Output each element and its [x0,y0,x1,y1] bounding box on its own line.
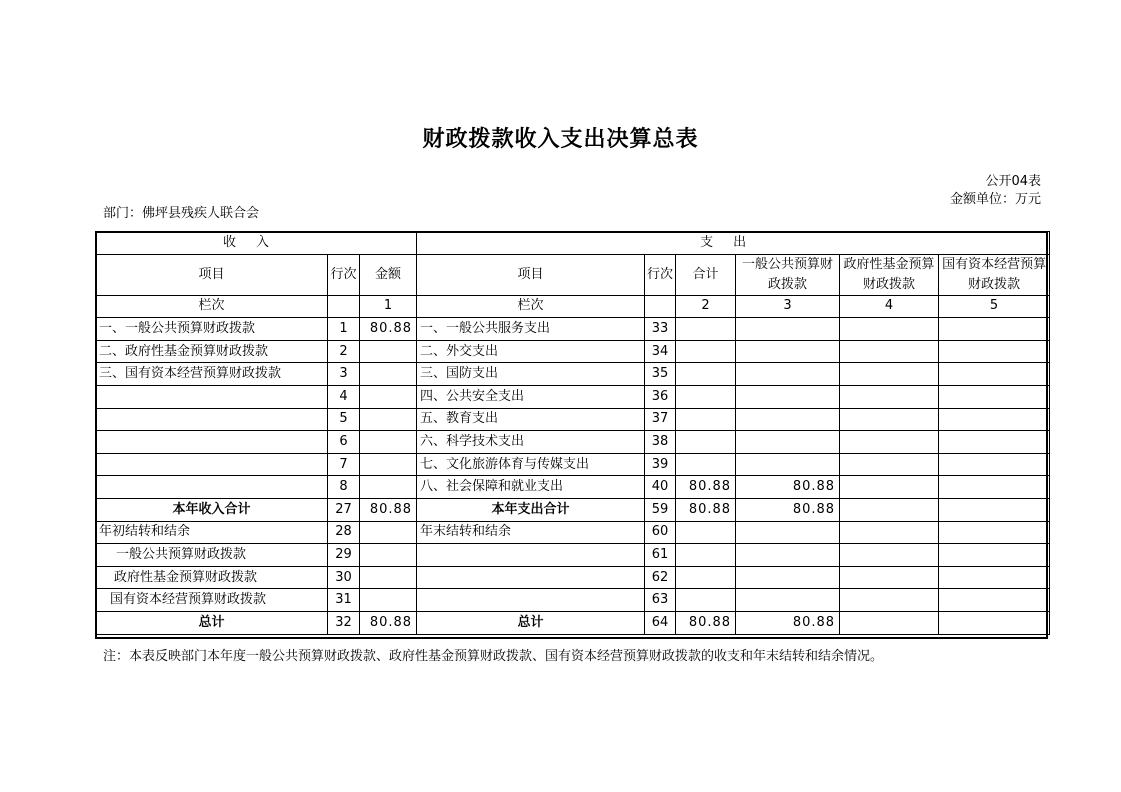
income-item-cell: 年初结转和结余 [96,521,328,544]
income-row-no-header: 行次 [328,254,360,295]
table-row [96,498,1050,521]
income-item-cell [96,385,328,408]
income-amount-cell: 80.88 [360,498,417,521]
expense-section-header: 支出 [417,232,1050,255]
expense-item-cell: 年末结转和结余 [417,521,645,544]
income-item-cell: 本年收入合计 [96,498,328,521]
gov-fund-cell [840,476,939,499]
state-capital-cell [939,431,1050,454]
general-budget-cell: 80.88 [736,611,840,634]
expense-row-no-cell: 37 [645,408,676,431]
expense-total-cell: 80.88 [676,611,736,634]
income-amount-cell [360,363,417,386]
gov-fund-cell [840,408,939,431]
expense-total-cell [676,340,736,363]
income-row-no-cell: 4 [328,385,360,408]
table-row [96,476,1050,499]
income-amount-cell [360,385,417,408]
general-budget-cell: 80.88 [736,498,840,521]
gov-fund-cell [840,498,939,521]
expense-item-cell [417,544,645,567]
col-index-2: 2 [676,295,736,318]
expense-total-cell [676,589,736,612]
state-capital-cell [939,611,1050,634]
general-budget-header: 一般公共预算财政拨款 [736,254,840,295]
income-amount-cell [360,589,417,612]
income-row-no-cell: 30 [328,566,360,589]
table-row [96,521,1050,544]
table-row [96,611,1050,634]
gov-fund-cell [840,340,939,363]
expense-row-no-header: 行次 [645,254,676,295]
expense-item-cell: 四、公共安全支出 [417,385,645,408]
expense-item-cell: 六、科学技术支出 [417,431,645,454]
state-capital-cell [939,408,1050,431]
general-budget-cell [736,453,840,476]
income-item-cell [96,408,328,431]
expense-total-cell [676,318,736,341]
table-row [96,363,1050,386]
department-label: 部门：佛坪县残疾人联合会 [103,206,260,221]
general-budget-cell [736,566,840,589]
expense-total-cell [676,544,736,567]
income-row-no-cell: 8 [328,476,360,499]
gov-fund-cell [840,431,939,454]
table-note: 注：本表反映部门本年度一般公共预算财政拨款、政府性基金预算财政拨款、国有资本经营预算财政拨款的收支和年末结转和结余情况。 [103,649,884,664]
income-amount-cell: 80.88 [360,318,417,341]
table-row [96,408,1050,431]
income-amount-cell [360,340,417,363]
col-index-3: 3 [736,295,840,318]
income-row-no-cell: 31 [328,589,360,612]
state-capital-cell [939,566,1050,589]
income-amount-cell [360,453,417,476]
table-row [96,566,1050,589]
gov-fund-cell [840,363,939,386]
income-item-cell: 总计 [96,611,328,634]
expense-item-cell: 二、外交支出 [417,340,645,363]
col-index-blank [328,295,360,318]
expense-row-no-cell: 38 [645,431,676,454]
expense-total-cell [676,521,736,544]
income-row-no-cell: 1 [328,318,360,341]
income-item-cell [96,453,328,476]
general-budget-cell [736,408,840,431]
general-budget-cell [736,385,840,408]
state-capital-header: 国有资本经营预算财政拨款 [939,254,1050,295]
income-item-cell: 三、国有资本经营预算财政拨款 [96,363,328,386]
expense-row-no-cell: 35 [645,363,676,386]
expense-row-no-cell: 64 [645,611,676,634]
expense-item-cell [417,589,645,612]
state-capital-cell [939,498,1050,521]
income-item-cell: 一、一般公共预算财政拨款 [96,318,328,341]
gov-fund-cell [840,453,939,476]
income-amount-cell [360,431,417,454]
income-amount-cell [360,544,417,567]
income-item-cell [96,476,328,499]
general-budget-cell [736,431,840,454]
expense-item-cell [417,566,645,589]
col-index-4: 4 [840,295,939,318]
section-header-row [96,232,1050,255]
general-budget-cell [736,318,840,341]
expense-item-cell: 三、国防支出 [417,363,645,386]
expense-total-cell [676,431,736,454]
expense-item-cell: 总计 [417,611,645,634]
table-row [96,589,1050,612]
income-row-no-cell: 6 [328,431,360,454]
state-capital-cell [939,589,1050,612]
general-budget-cell [736,521,840,544]
expense-total-cell [676,566,736,589]
general-budget-cell [736,340,840,363]
state-capital-cell [939,340,1050,363]
expense-item-cell: 七、文化旅游体育与传媒支出 [417,453,645,476]
income-row-no-cell: 29 [328,544,360,567]
table-row [96,318,1050,341]
expense-total-cell: 80.88 [676,498,736,521]
table-row [96,453,1050,476]
income-amount-cell [360,408,417,431]
table-row [96,385,1050,408]
expense-row-no-cell: 39 [645,453,676,476]
income-row-no-cell: 28 [328,521,360,544]
income-row-no-cell: 32 [328,611,360,634]
fiscal-summary-table [95,231,1050,635]
expense-row-no-cell: 59 [645,498,676,521]
page-title: 财政拨款收入支出决算总表 [422,126,699,152]
expense-total-cell [676,363,736,386]
income-row-no-cell: 2 [328,340,360,363]
expense-total-header: 合计 [676,254,736,295]
income-item-cell [96,431,328,454]
gov-fund-cell [840,611,939,634]
table-row [96,544,1050,567]
table-row [96,340,1050,363]
expense-item-cell: 八、社会保障和就业支出 [417,476,645,499]
gov-fund-cell [840,544,939,567]
general-budget-cell [736,363,840,386]
expense-row-no-cell: 40 [645,476,676,499]
income-item-cell: 二、政府性基金预算财政拨款 [96,340,328,363]
income-amount-cell: 80.88 [360,611,417,634]
state-capital-cell [939,318,1050,341]
gov-fund-header: 政府性基金预算财政拨款 [840,254,939,295]
expense-total-cell [676,453,736,476]
expense-total-cell: 80.88 [676,476,736,499]
income-amount-cell [360,476,417,499]
expense-row-no-cell: 34 [645,340,676,363]
state-capital-cell [939,521,1050,544]
column-index-row [96,295,1050,318]
col-index-1: 1 [360,295,417,318]
income-row-no-cell: 5 [328,408,360,431]
income-item-cell: 国有资本经营预算财政拨款 [96,589,328,612]
expense-row-no-cell: 33 [645,318,676,341]
income-item-cell: 政府性基金预算财政拨款 [96,566,328,589]
income-item-header: 项目 [96,254,328,295]
state-capital-cell [939,363,1050,386]
col-index-label-2: 栏次 [417,295,645,318]
amount-unit: 金额单位：万元 [949,192,1041,207]
state-capital-cell [939,385,1050,408]
income-section-header: 收入 [96,232,417,255]
col-index-label: 栏次 [96,295,328,318]
income-amount-header: 金额 [360,254,417,295]
gov-fund-cell [840,521,939,544]
income-row-no-cell: 3 [328,363,360,386]
gov-fund-cell [840,566,939,589]
state-capital-cell [939,476,1050,499]
gov-fund-cell [840,385,939,408]
expense-row-no-cell: 61 [645,544,676,567]
expense-row-no-cell: 36 [645,385,676,408]
income-row-no-cell: 7 [328,453,360,476]
expense-total-cell [676,385,736,408]
income-row-no-cell: 27 [328,498,360,521]
expense-item-cell: 本年支出合计 [417,498,645,521]
col-index-blank-2 [645,295,676,318]
table-row [96,431,1050,454]
column-header-row [96,254,1050,295]
col-index-5: 5 [939,295,1050,318]
expense-item-header: 项目 [417,254,645,295]
expense-row-no-cell: 60 [645,521,676,544]
expense-item-cell: 五、教育支出 [417,408,645,431]
form-number: 公开04表 [985,174,1041,189]
expense-item-cell: 一、一般公共服务支出 [417,318,645,341]
gov-fund-cell [840,318,939,341]
general-budget-cell [736,544,840,567]
expense-row-no-cell: 63 [645,589,676,612]
income-amount-cell [360,566,417,589]
general-budget-cell [736,589,840,612]
expense-row-no-cell: 62 [645,566,676,589]
state-capital-cell [939,544,1050,567]
income-item-cell: 一般公共预算财政拨款 [96,544,328,567]
expense-total-cell [676,408,736,431]
state-capital-cell [939,453,1050,476]
gov-fund-cell [840,589,939,612]
general-budget-cell: 80.88 [736,476,840,499]
income-amount-cell [360,521,417,544]
